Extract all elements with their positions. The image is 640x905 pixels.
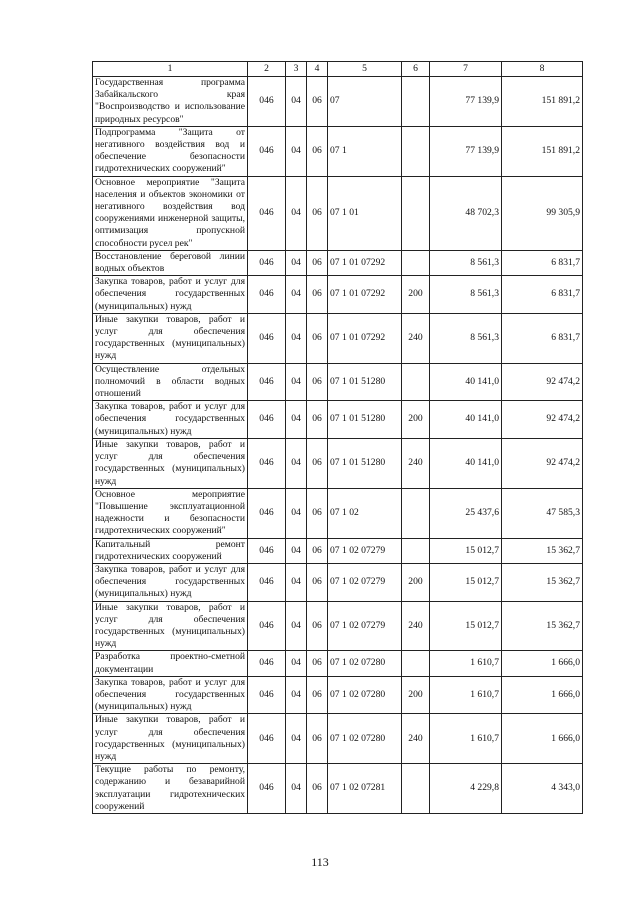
cell-admin-code: 046 xyxy=(248,250,286,275)
cell-amount-year1: 1 610,7 xyxy=(430,714,502,764)
cell-name: Государственная программа Забайкальского края "Воспроизводство и использование природных ресурсов" xyxy=(93,77,248,127)
cell-expense-type: 200 xyxy=(402,563,430,601)
page-number: 113 xyxy=(311,855,329,869)
cell-subsection: 06 xyxy=(307,313,328,363)
cell-subsection: 06 xyxy=(307,276,328,314)
cell-amount-year1: 40 141,0 xyxy=(430,401,502,439)
cell-amount-year1: 25 437,6 xyxy=(430,488,502,538)
cell-subsection: 06 xyxy=(307,401,328,439)
cell-target-article: 07 1 02 xyxy=(328,488,402,538)
table-row xyxy=(93,401,583,439)
cell-subsection: 06 xyxy=(307,176,328,250)
cell-amount-year1: 77 139,9 xyxy=(430,77,502,127)
cell-target-article: 07 1 02 07279 xyxy=(328,538,402,563)
cell-section: 04 xyxy=(286,488,307,538)
cell-admin-code: 046 xyxy=(248,488,286,538)
table-row xyxy=(93,438,583,488)
cell-name: Иные закупки товаров, работ и услуг для обеспечения государственных (муниципальных) нужд xyxy=(93,313,248,363)
col-header-5: 5 xyxy=(328,62,402,77)
cell-target-article: 07 1 02 07279 xyxy=(328,601,402,651)
table-row xyxy=(93,676,583,714)
cell-admin-code: 046 xyxy=(248,126,286,176)
cell-amount-year2: 47 585,3 xyxy=(502,488,583,538)
cell-admin-code: 046 xyxy=(248,714,286,764)
cell-amount-year2: 15 362,7 xyxy=(502,601,583,651)
cell-target-article: 07 1 01 07292 xyxy=(328,250,402,275)
cell-amount-year2: 92 474,2 xyxy=(502,363,583,401)
cell-subsection: 06 xyxy=(307,676,328,714)
col-header-8: 8 xyxy=(502,62,583,77)
col-header-3: 3 xyxy=(286,62,307,77)
cell-section: 04 xyxy=(286,276,307,314)
cell-section: 04 xyxy=(286,438,307,488)
cell-section: 04 xyxy=(286,77,307,127)
cell-expense-type xyxy=(402,363,430,401)
col-header-1: 1 xyxy=(93,62,248,77)
cell-amount-year2: 151 891,2 xyxy=(502,126,583,176)
cell-subsection: 06 xyxy=(307,714,328,764)
cell-target-article: 07 1 01 xyxy=(328,176,402,250)
cell-amount-year2: 151 891,2 xyxy=(502,77,583,127)
cell-admin-code: 046 xyxy=(248,438,286,488)
cell-expense-type xyxy=(402,538,430,563)
cell-subsection: 06 xyxy=(307,764,328,814)
cell-expense-type xyxy=(402,176,430,250)
cell-amount-year1: 15 012,7 xyxy=(430,538,502,563)
cell-amount-year2: 15 362,7 xyxy=(502,563,583,601)
col-header-7: 7 xyxy=(430,62,502,77)
cell-amount-year2: 92 474,2 xyxy=(502,438,583,488)
cell-amount-year2: 1 666,0 xyxy=(502,676,583,714)
cell-subsection: 06 xyxy=(307,601,328,651)
cell-name: Иные закупки товаров, работ и услуг для обеспечения государственных (муниципальных) нужд xyxy=(93,714,248,764)
cell-section: 04 xyxy=(286,126,307,176)
cell-amount-year1: 40 141,0 xyxy=(430,363,502,401)
cell-amount-year1: 40 141,0 xyxy=(430,438,502,488)
cell-amount-year2: 1 666,0 xyxy=(502,714,583,764)
cell-amount-year2: 6 831,7 xyxy=(502,276,583,314)
cell-section: 04 xyxy=(286,538,307,563)
cell-amount-year1: 48 702,3 xyxy=(430,176,502,250)
cell-section: 04 xyxy=(286,363,307,401)
cell-amount-year1: 1 610,7 xyxy=(430,676,502,714)
cell-amount-year2: 4 343,0 xyxy=(502,764,583,814)
cell-subsection: 06 xyxy=(307,363,328,401)
cell-target-article: 07 1 01 51280 xyxy=(328,363,402,401)
cell-subsection: 06 xyxy=(307,438,328,488)
cell-expense-type: 200 xyxy=(402,276,430,314)
cell-name: Иные закупки товаров, работ и услуг для обеспечения государственных (муниципальных) нужд xyxy=(93,438,248,488)
cell-name: Закупка товаров, работ и услуг для обеспечения государственных (муниципальных) нужд xyxy=(93,401,248,439)
cell-expense-type: 240 xyxy=(402,714,430,764)
cell-section: 04 xyxy=(286,676,307,714)
cell-expense-type xyxy=(402,488,430,538)
cell-subsection: 06 xyxy=(307,126,328,176)
cell-name: Закупка товаров, работ и услуг для обеспечения государственных (муниципальных) нужд xyxy=(93,676,248,714)
cell-target-article: 07 1 02 07279 xyxy=(328,563,402,601)
cell-target-article: 07 1 01 51280 xyxy=(328,401,402,439)
cell-amount-year2: 15 362,7 xyxy=(502,538,583,563)
cell-section: 04 xyxy=(286,250,307,275)
table-row xyxy=(93,601,583,651)
table-row xyxy=(93,276,583,314)
table-row xyxy=(93,538,583,563)
table-row xyxy=(93,176,583,250)
cell-expense-type: 200 xyxy=(402,676,430,714)
cell-expense-type xyxy=(402,764,430,814)
cell-expense-type xyxy=(402,77,430,127)
cell-amount-year2: 6 831,7 xyxy=(502,313,583,363)
cell-expense-type xyxy=(402,250,430,275)
cell-name: Подпрограмма "Защита от негативного воздействия вод и обеспечение безопасности гидротехнических сооружений" xyxy=(93,126,248,176)
cell-target-article: 07 xyxy=(328,77,402,127)
cell-admin-code: 046 xyxy=(248,676,286,714)
cell-section: 04 xyxy=(286,601,307,651)
cell-admin-code: 046 xyxy=(248,601,286,651)
table-row xyxy=(93,563,583,601)
table-row xyxy=(93,77,583,127)
header-row xyxy=(93,62,583,77)
table-row xyxy=(93,126,583,176)
cell-subsection: 06 xyxy=(307,250,328,275)
cell-subsection: 06 xyxy=(307,651,328,676)
cell-name: Основное мероприятие "Защита населения и объектов экономики от негативного воздействия вод сооружениями инженерной защиты, оптимизация пропускной способности русел рек" xyxy=(93,176,248,250)
table-row xyxy=(93,488,583,538)
cell-target-article: 07 1 02 07280 xyxy=(328,714,402,764)
cell-expense-type: 240 xyxy=(402,438,430,488)
cell-admin-code: 046 xyxy=(248,563,286,601)
cell-section: 04 xyxy=(286,313,307,363)
cell-amount-year1: 8 561,3 xyxy=(430,276,502,314)
cell-target-article: 07 1 xyxy=(328,126,402,176)
cell-admin-code: 046 xyxy=(248,651,286,676)
cell-admin-code: 046 xyxy=(248,538,286,563)
cell-name: Закупка товаров, работ и услуг для обеспечения государственных (муниципальных) нужд xyxy=(93,276,248,314)
cell-target-article: 07 1 02 07281 xyxy=(328,764,402,814)
cell-expense-type xyxy=(402,651,430,676)
cell-amount-year1: 15 012,7 xyxy=(430,601,502,651)
cell-name: Текущие работы по ремонту, содержанию и безаварийной эксплуатации гидротехнических сооружений xyxy=(93,764,248,814)
cell-section: 04 xyxy=(286,401,307,439)
cell-amount-year1: 4 229,8 xyxy=(430,764,502,814)
cell-section: 04 xyxy=(286,176,307,250)
cell-admin-code: 046 xyxy=(248,401,286,439)
cell-admin-code: 046 xyxy=(248,176,286,250)
cell-target-article: 07 1 02 07280 xyxy=(328,676,402,714)
cell-target-article: 07 1 01 51280 xyxy=(328,438,402,488)
table-row xyxy=(93,651,583,676)
cell-amount-year1: 15 012,7 xyxy=(430,563,502,601)
cell-target-article: 07 1 02 07280 xyxy=(328,651,402,676)
cell-expense-type: 240 xyxy=(402,313,430,363)
cell-name: Основное мероприятие "Повышение эксплуатационной надежности и безопасности гидротехнических сооружений" xyxy=(93,488,248,538)
cell-name: Осуществление отдельных полномочий в области водных отношений xyxy=(93,363,248,401)
cell-section: 04 xyxy=(286,563,307,601)
cell-amount-year2: 1 666,0 xyxy=(502,651,583,676)
cell-expense-type xyxy=(402,126,430,176)
table-row xyxy=(93,363,583,401)
table-row xyxy=(93,313,583,363)
cell-subsection: 06 xyxy=(307,77,328,127)
cell-amount-year1: 1 610,7 xyxy=(430,651,502,676)
cell-subsection: 06 xyxy=(307,563,328,601)
cell-admin-code: 046 xyxy=(248,363,286,401)
cell-name: Разработка проектно-сметной документации xyxy=(93,651,248,676)
cell-name: Восстановление береговой линии водных объектов xyxy=(93,250,248,275)
cell-name: Капитальный ремонт гидротехнических сооружений xyxy=(93,538,248,563)
cell-amount-year1: 8 561,3 xyxy=(430,313,502,363)
cell-section: 04 xyxy=(286,651,307,676)
cell-amount-year1: 8 561,3 xyxy=(430,250,502,275)
cell-expense-type: 240 xyxy=(402,601,430,651)
cell-amount-year1: 77 139,9 xyxy=(430,126,502,176)
cell-admin-code: 046 xyxy=(248,77,286,127)
cell-admin-code: 046 xyxy=(248,313,286,363)
cell-subsection: 06 xyxy=(307,488,328,538)
table-row xyxy=(93,714,583,764)
cell-admin-code: 046 xyxy=(248,764,286,814)
cell-expense-type: 200 xyxy=(402,401,430,439)
col-header-2: 2 xyxy=(248,62,286,77)
budget-table xyxy=(92,61,583,814)
cell-name: Иные закупки товаров, работ и услуг для обеспечения государственных (муниципальных) нужд xyxy=(93,601,248,651)
cell-section: 04 xyxy=(286,714,307,764)
cell-admin-code: 046 xyxy=(248,276,286,314)
col-header-4: 4 xyxy=(307,62,328,77)
cell-amount-year2: 6 831,7 xyxy=(502,250,583,275)
table-row xyxy=(93,764,583,814)
cell-subsection: 06 xyxy=(307,538,328,563)
cell-target-article: 07 1 01 07292 xyxy=(328,276,402,314)
cell-name: Закупка товаров, работ и услуг для обеспечения государственных (муниципальных) нужд xyxy=(93,563,248,601)
table-row xyxy=(93,250,583,275)
cell-section: 04 xyxy=(286,764,307,814)
cell-amount-year2: 92 474,2 xyxy=(502,401,583,439)
cell-target-article: 07 1 01 07292 xyxy=(328,313,402,363)
cell-amount-year2: 99 305,9 xyxy=(502,176,583,250)
col-header-6: 6 xyxy=(402,62,430,77)
